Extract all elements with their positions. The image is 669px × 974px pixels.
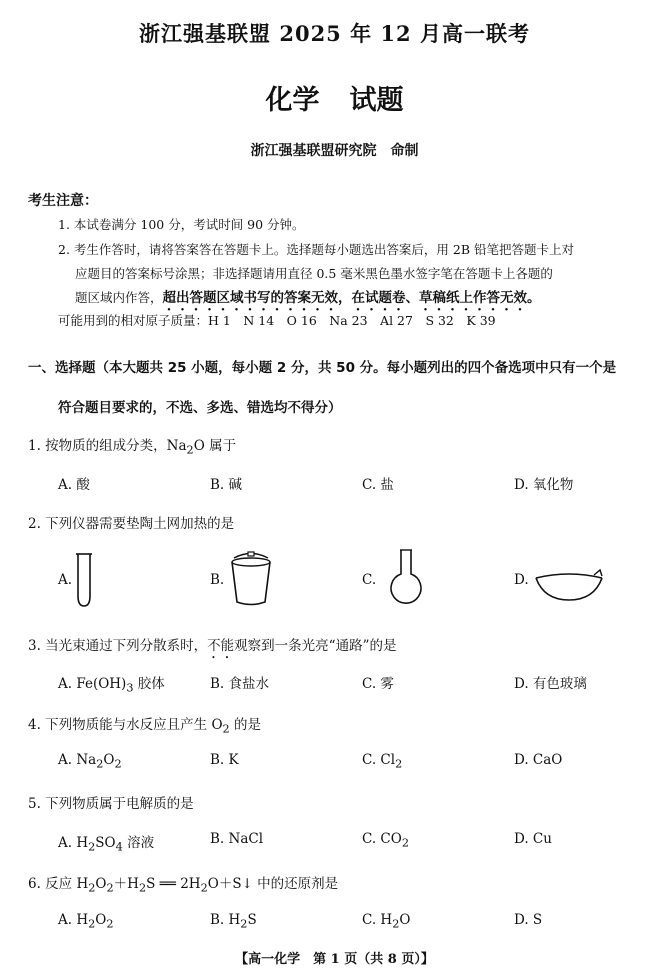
atomic-mass-table: 可能用到的相对原子质量：H 1 N 14 O 16 Na 23 Al 27 S 32 K 39 xyxy=(58,313,496,328)
q3-stem-emphasis: 不能 xyxy=(207,638,235,654)
section-1-instruction: 符合题目要求的，不选、多选、错选均不得分） xyxy=(58,400,342,416)
q5-a-sub: 4 xyxy=(115,840,123,854)
q6-c-sub: 2 xyxy=(392,917,400,931)
subject-name: 化学 xyxy=(265,85,320,116)
question-5-option-d[interactable]: D. Cu xyxy=(514,831,552,847)
question-1-option-b[interactable]: B. 碱 xyxy=(210,477,243,493)
q5-a-part: 溶液 xyxy=(122,835,155,851)
question-6-stem xyxy=(28,872,338,895)
q3-a-part: A. Fe(OH) xyxy=(58,676,127,692)
q3-a-sub: 3 xyxy=(126,681,134,695)
question-5-option-c[interactable] xyxy=(362,831,409,850)
question-6-option-c[interactable] xyxy=(362,912,410,931)
question-3-option-d[interactable]: D. 有色玻璃 xyxy=(514,676,587,692)
q5-a-sub: 2 xyxy=(88,840,96,854)
notice-warning: 超出答题区域书写的答案无效，在试题卷、草稿纸上作答无效。 xyxy=(162,290,541,306)
question-4-option-a[interactable] xyxy=(58,752,122,771)
question-2-option-b[interactable]: B. xyxy=(210,572,225,588)
exam-organizer xyxy=(0,140,669,160)
q4-a-sub: 2 xyxy=(96,757,104,771)
notice-heading: 考生注意： xyxy=(28,193,98,209)
notice-item-2-prefix: 题区域内作答， xyxy=(75,290,163,305)
question-6-option-a[interactable] xyxy=(58,912,114,931)
round-bottom-flask-icon xyxy=(388,548,424,608)
q4-c-part: C. Cl xyxy=(362,752,396,768)
subject-title xyxy=(0,78,669,117)
q4-c-sub: 2 xyxy=(395,757,403,771)
question-5-option-b[interactable]: B. NaCl xyxy=(210,831,264,847)
exam-title: 浙江强基联盟 2025 年 12 月高一联考 xyxy=(139,21,530,46)
question-1-option-d[interactable]: D. 氧化物 xyxy=(514,477,574,493)
question-3-option-a[interactable] xyxy=(58,672,165,695)
question-1-option-c[interactable]: C. 盐 xyxy=(362,477,394,493)
q6-stem-sub: 2 xyxy=(106,881,114,895)
notice-item-1: 1. 本试卷满分 100 分，考试时间 90 分钟。 xyxy=(58,217,305,232)
q6-stem-sub: 2 xyxy=(200,881,208,895)
question-4-option-d[interactable]: D. CaO xyxy=(514,752,563,768)
question-4-option-b[interactable]: B. K xyxy=(210,752,239,768)
q6-a-part: O xyxy=(95,912,107,928)
q6-a-sub: 2 xyxy=(106,917,114,931)
q5-a-part: SO xyxy=(95,835,116,851)
test-tube-icon xyxy=(76,552,92,608)
notice-item-2-line-2: 应题目的答案标号涂黑；非选择题请用直径 0.5 毫米黑色墨水签字笔在答题卡上各题的 xyxy=(75,266,553,281)
q6-b-sub: 2 xyxy=(240,917,248,931)
q6-stem-part: ＋H xyxy=(113,876,139,892)
q6-stem-part: O＋S↓ 中的还原剂是 xyxy=(207,876,339,892)
q4-a-sub: 2 xyxy=(114,757,122,771)
q4-stem-part: 4. 下列物质能与水反应且产生 O xyxy=(28,717,223,733)
notice-item-2-line-3 xyxy=(75,286,541,314)
q4-stem-part: 的是 xyxy=(229,717,261,733)
q6-c-part: C. H xyxy=(362,912,393,928)
question-3-option-c[interactable]: C. 雾 xyxy=(362,676,394,692)
q1-stem-part: 1. 按物质的组成分类，Na xyxy=(28,438,187,454)
q4-stem-sub: 2 xyxy=(222,722,230,736)
question-2-stem: 2. 下列仪器需要垫陶土网加热的是 xyxy=(28,516,235,532)
question-1-option-a[interactable]: A. 酸 xyxy=(58,477,90,493)
question-1-stem xyxy=(28,434,236,457)
q4-a-part: A. Na xyxy=(58,752,97,768)
q6-b-part: B. H xyxy=(210,912,241,928)
question-2-option-d[interactable]: D. xyxy=(514,572,529,588)
notice-item-2-line-1: 2. 考生作答时，请将答案答在答题卡上。选择题每小题选出答案后，用 2B 铅笔把答题卡上对 xyxy=(58,242,574,257)
q6-stem-sub: 2 xyxy=(88,881,96,895)
q6-a-sub: 2 xyxy=(88,917,96,931)
crucible-icon xyxy=(228,550,274,608)
q6-b-part: S xyxy=(247,912,257,928)
q6-c-part: O xyxy=(399,912,411,928)
q6-stem-part: S ══ 2H xyxy=(146,876,201,892)
subject-type: 试题 xyxy=(349,85,404,116)
question-3-stem xyxy=(28,634,396,662)
q3-stem-part: 3. 当光束通过下列分散系时， xyxy=(28,638,208,654)
q1-stem-part: O 属于 xyxy=(193,438,237,454)
question-5-option-a[interactable] xyxy=(58,831,154,854)
section-1-heading: 一、选择题（本大题共 25 小题，每小题 2 分，共 50 分。每小题列出的四个备选项中只有一个是 xyxy=(28,360,617,376)
question-5-stem: 5. 下列物质属于电解质的是 xyxy=(28,796,194,812)
q5-c-sub: 2 xyxy=(401,836,409,850)
q3-stem-part: 观察到一条光亮“通路”的是 xyxy=(234,638,397,654)
q5-a-part: A. H xyxy=(58,835,89,851)
q6-stem-part: O xyxy=(95,876,107,892)
q3-a-part: 胶体 xyxy=(133,676,165,692)
q4-a-part: O xyxy=(103,752,115,768)
organizer-suffix: 命制 xyxy=(390,143,419,159)
organizer-name: 浙江强基联盟研究院 xyxy=(250,143,377,159)
q5-c-part: C. CO xyxy=(362,831,402,847)
page-footer: 【高一化学 第 1 页（共 8 页）】 xyxy=(235,952,434,967)
q6-stem-part: 6. 反应 H xyxy=(28,876,89,892)
q6-stem-sub: 2 xyxy=(138,881,147,895)
question-2-option-a[interactable]: A. xyxy=(58,572,73,588)
q1-stem-sub: 2 xyxy=(186,443,194,457)
question-4-stem xyxy=(28,713,261,736)
q6-a-part: A. H xyxy=(58,912,89,928)
question-6-option-b[interactable] xyxy=(210,912,257,931)
question-4-option-c[interactable] xyxy=(362,752,402,771)
question-2-option-c[interactable]: C. xyxy=(362,572,377,588)
question-6-option-d[interactable]: D. S xyxy=(514,912,543,928)
question-3-option-b[interactable]: B. 食盐水 xyxy=(210,676,270,692)
evaporating-dish-icon xyxy=(534,568,604,602)
